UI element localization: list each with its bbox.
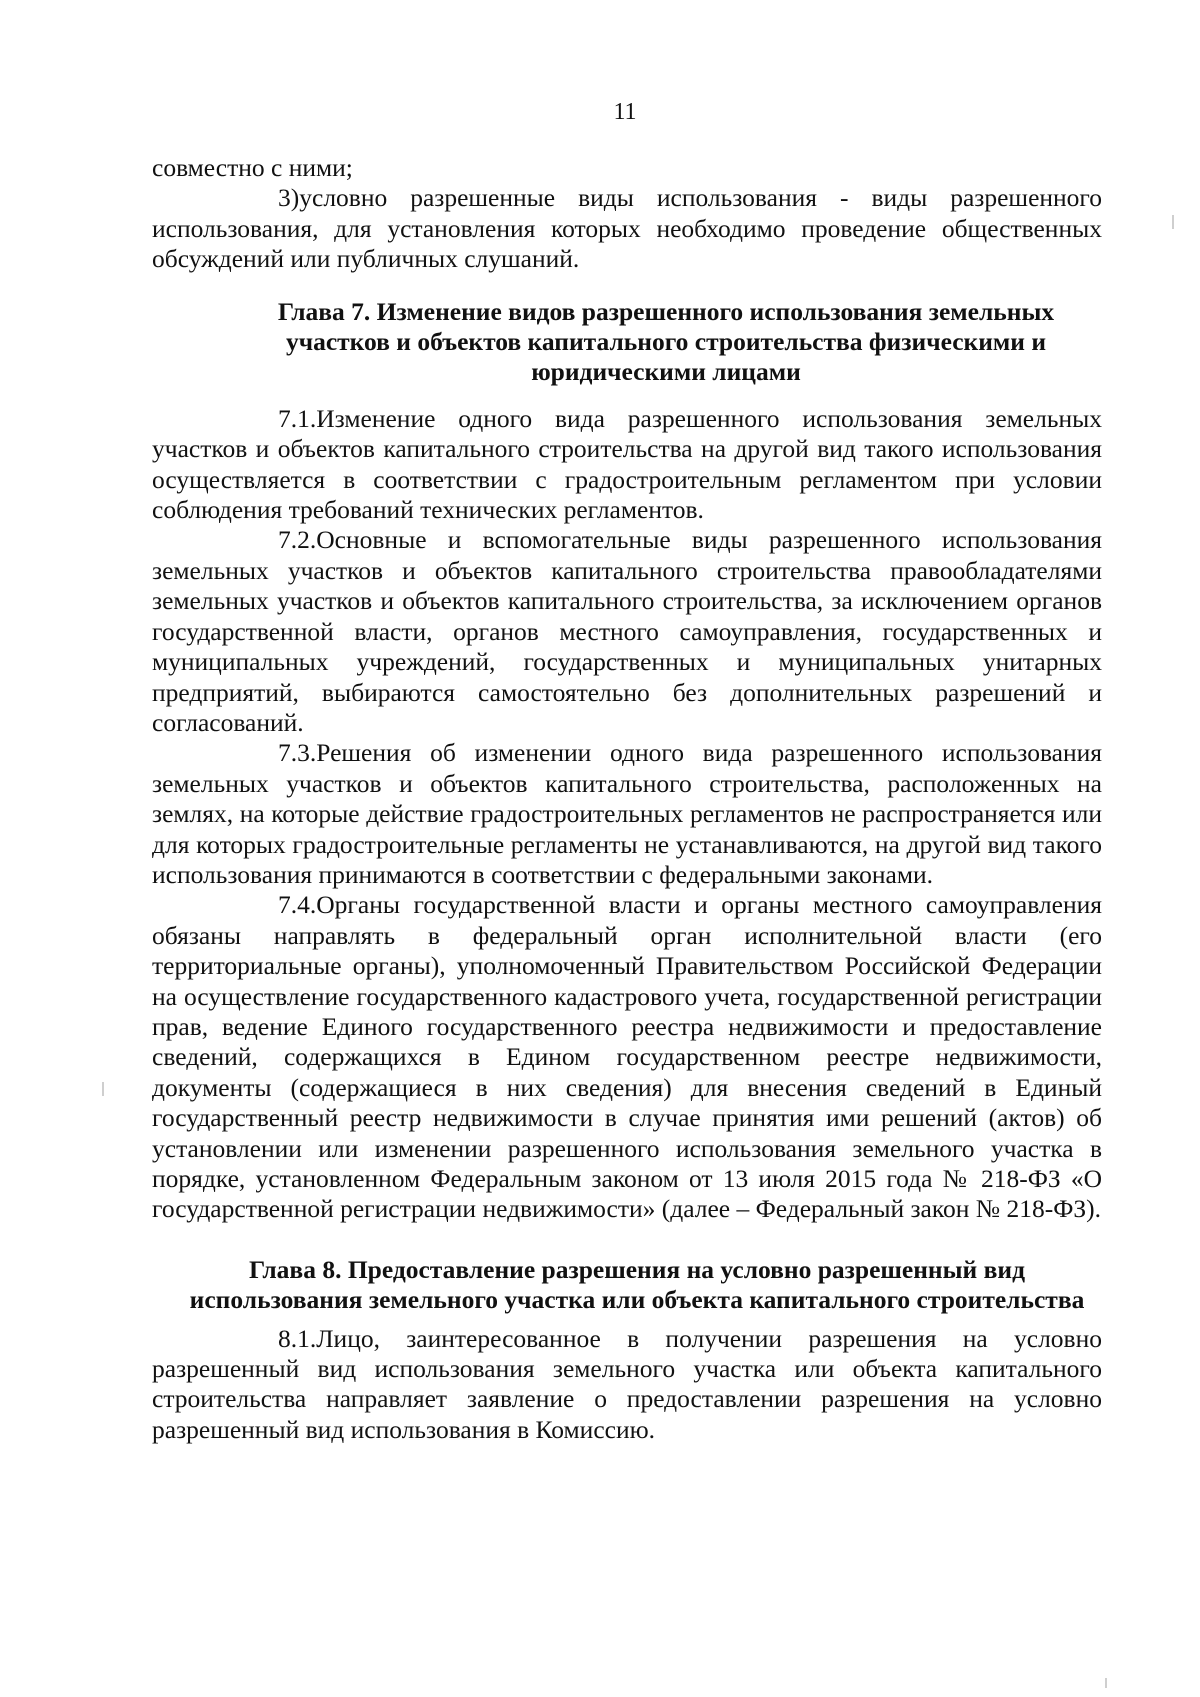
scan-speck <box>1172 215 1174 229</box>
paragraph-continuation <box>152 153 1102 183</box>
clause-text: Лицо, заинтересованное в получении разрешения на условно разрешенный вид использования земельного участка или объекта капитального строительства направляет заявление о предоставлении разрешения на условно разрешенный вид использования в Комиссию. <box>152 1323 1102 1444</box>
document-body <box>152 153 1102 1445</box>
clause-7-3 <box>152 738 1102 890</box>
clause-number: 7.4. <box>278 890 317 920</box>
clause-number: 7.1. <box>278 403 317 433</box>
clause-7-4 <box>152 890 1102 1224</box>
clause-7-1 <box>152 404 1102 526</box>
clause-text: Органы государственной власти и органы местного самоуправления обязаны направлять в федеральный орган исполнительной власти (его территориальные органы), уполномоченный Правительством Российской Федерации на осуществление государственного кадастрового учета, государственной регистрации прав, ведение Единого государственного реестра недвижимости и предоставление сведений, содержащихся в Едином государственном реестре недвижимости, документы (содержащиеся в них сведения) для внесения сведений в Единый государственный реестр недвижимости в случае принятия ими решений (актов) об установлении или изменении разрешенного использования земельного участка в порядке, установленном Федеральным законом от 13 июля 2015 года № 218-ФЗ «О государственной регистрации недвижимости» (далее – Федеральный закон № 218-ФЗ). <box>152 890 1102 1224</box>
item-number: 3) <box>278 183 300 213</box>
page-number: 11 <box>613 99 637 125</box>
chapter-7-heading: Глава 7. Изменение видов разрешенного использования земельных участков и объектов капитального строительства физическими и юридическими лицами <box>277 296 1055 387</box>
scan-speck <box>1105 1678 1107 1688</box>
clause-text: Основные и вспомогательные виды разрешенного использования земельных участков и объектов капитального строительства правообладателями земельных участков и объектов капитального строительства, за исключением органов государственной власти, органов местного самоуправления, государственных и муниципальных учреждений, государственных и муниципальных унитарных предприятий, выбираются самостоятельно без дополнительных разрешений и согласований. <box>152 525 1102 737</box>
scan-speck <box>102 1082 104 1096</box>
clause-text: Изменение одного вида разрешенного использования земельных участков и объектов капитального строительства на другой вид такого использования осуществляется в соответствии с градостроительным регламентом при условии соблюдения требований технических регламентов. <box>152 403 1102 525</box>
paragraph-text: условно разрешенные виды использования - виды разрешенного использования, для установления которых необходимо проведение общественных обсуждений или публичных слушаний. <box>152 183 1102 274</box>
chapter-8-heading: Глава 8. Предоставление разрешения на условно разрешенный вид использования земельного участка или объекта капитального строительства <box>189 1254 1085 1315</box>
clause-8-1 <box>152 1324 1102 1446</box>
paragraph-text: совместно с ними; <box>152 153 353 182</box>
clause-text: Решения об изменении одного вида разрешенного использования земельных участков и объектов капитального строительства, расположенных на землях, на которые действие градостроительных регламентов не распространяется или для которых градостроительные регламенты не устанавливаются, на другой вид такого использования принимаются в соответствии с федеральными законами. <box>152 738 1102 889</box>
clause-7-2 <box>152 525 1102 738</box>
clause-number: 7.2. <box>278 525 317 555</box>
paragraph-item-3 <box>152 183 1102 274</box>
clause-number: 8.1. <box>278 1323 317 1353</box>
clause-number: 7.3. <box>278 738 317 768</box>
